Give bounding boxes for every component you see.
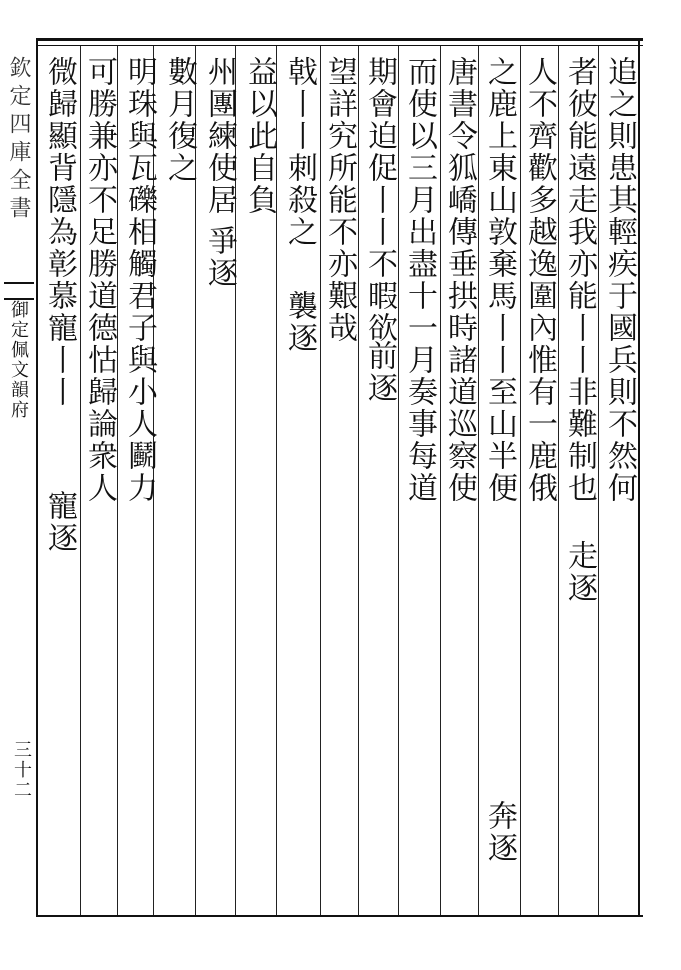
headword: 奔逐 (482, 800, 517, 864)
headword: 寵逐 (42, 490, 77, 554)
margin-book-label: 御定佩文韻府 (8, 300, 29, 420)
text-column: 微歸顯背隱為彰慕寵丨丨 (42, 56, 77, 408)
text-column: 者彼能遠走我亦能丨丨非難制也 (562, 56, 597, 504)
top-border-inner (36, 45, 643, 46)
bottom-border (36, 915, 643, 917)
page-number: 三十二 (11, 740, 32, 800)
headword: 走逐 (562, 540, 597, 604)
top-border (36, 38, 643, 41)
text-column: 人不齊歡多越逸圍內惟有一鹿俄 (522, 56, 557, 504)
text-column: 戟丨丨刺殺之 (282, 56, 317, 248)
margin-title: 欽定四庫全書 (6, 56, 31, 224)
text-column: 期會迫促丨丨不暇欲 (362, 56, 397, 344)
text-column: 而使以三月出盡十一月奏事每道 (402, 56, 437, 504)
text-column: 益以此自負 (242, 56, 277, 216)
text-column: 追之則患其輕疾于國兵則不然何 (602, 56, 637, 504)
headword: 前逐 (362, 340, 397, 404)
text-column: 唐書令狐嶠傳垂拱時諸道巡察使 (442, 56, 477, 504)
text-column: 可勝兼亦不足勝道德怙歸論衆人 (82, 56, 117, 504)
text-column: 之鹿上東山敦棄馬丨丨至山半便 (482, 56, 517, 504)
text-column: 望詳究所能不亦艱哉 (322, 56, 357, 344)
headword: 襲逐 (282, 290, 317, 354)
text-column: 州團練使居 (202, 56, 237, 216)
fish-tail-mark (4, 282, 34, 300)
text-column: 明珠與瓦礫相觸君子與小人鬬力 (122, 56, 157, 504)
text-column: 數月復之 (162, 56, 197, 184)
headword: 爭逐 (202, 225, 237, 289)
